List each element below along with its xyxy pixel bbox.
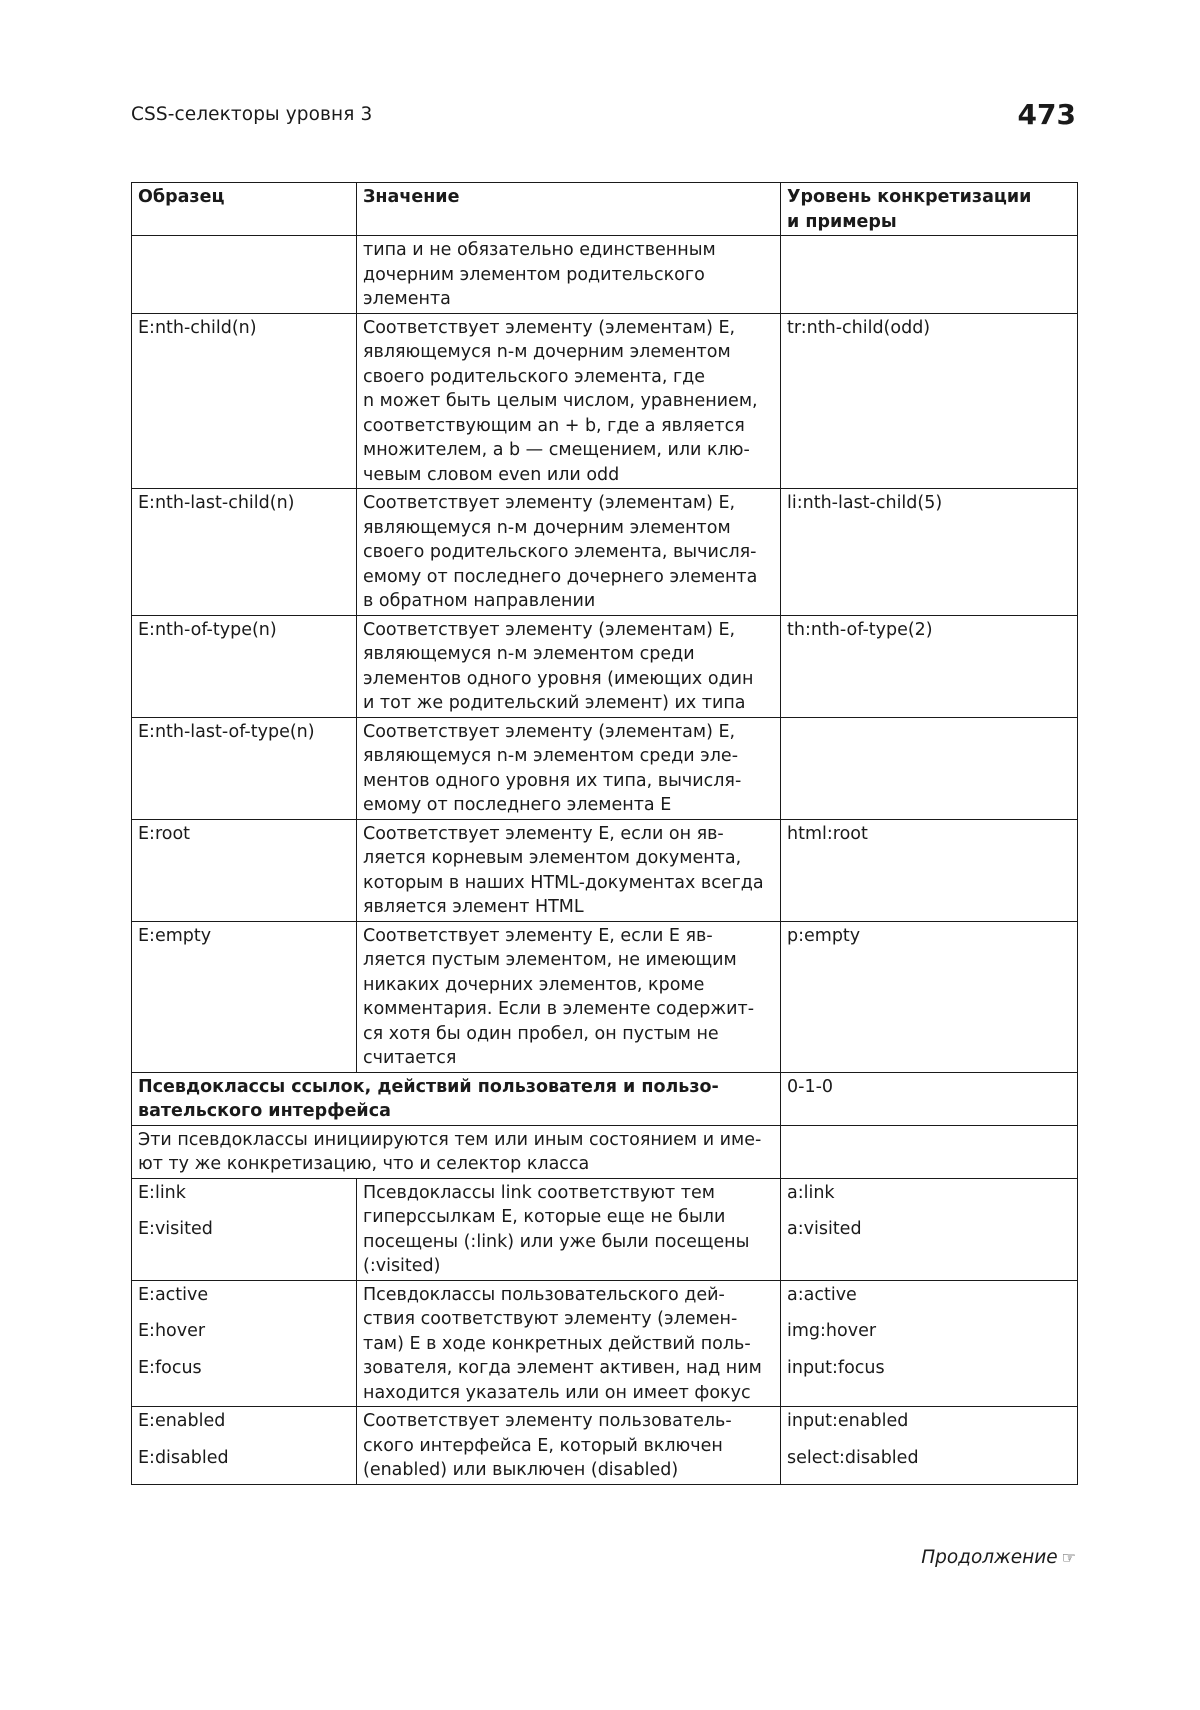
section-title-cell-line: вательского интерфейса [138,1101,391,1121]
examples-cell [781,717,1078,819]
table-row [132,1178,1078,1280]
meaning-cell-line: ляется пустым элементом, не имеющим [363,950,737,970]
meaning-cell-line: ся хотя бы один пробел, он пустым не [363,1023,719,1044]
pattern-cell [132,921,357,1072]
meaning-cell [357,1178,781,1280]
meaning-cell-line: являющемуся n-м элементом среди эле- [363,746,739,766]
meaning-cell-line: Соответствует элементу E, если он яв- [363,823,724,844]
meaning-cell-line: там) E в ходе конкретных действий поль- [363,1333,751,1354]
examples-cell-line: th:nth-of-type(2) [787,619,933,640]
pattern-cell [132,717,357,819]
pattern-cell [132,1280,357,1407]
examples-cell [781,313,1078,489]
meaning-cell [357,236,781,314]
examples-cell-line: tr:nth-child(odd) [787,317,931,338]
examples-cell-line: a:link [787,1182,835,1203]
column-header-examples: Уровень конкретизации и примеры [781,183,1078,236]
meaning-cell-line: являющемуся n-м дочерним элементом [363,517,731,538]
meaning-cell-line: чевым словом even или odd [363,464,620,485]
meaning-cell-line: Соответствует элементу (элементам) E, [363,619,736,640]
pattern-cell-line: E:active [138,1284,209,1305]
meaning-cell-line: Соответствует элементу E, если E яв- [363,925,713,946]
meaning-cell-line: Соответствует элементу (элементам) E, [363,493,736,513]
meaning-cell [357,819,781,921]
selectors-table-container [131,182,1077,1485]
examples-cell-line: a:visited [787,1219,862,1239]
meaning-cell-line: емому от последнего дочернего элемента [363,566,758,587]
meaning-cell-line: своего родительского элемента, вычисля- [363,542,757,562]
page-number: 473 [1017,98,1076,131]
pattern-cell-line: E:focus [138,1357,202,1378]
meaning-cell-line: ствия соответствуют элементу (элемен- [363,1309,738,1329]
examples-cell-line: img:hover [787,1321,877,1341]
examples-cell-line: select:disabled [787,1447,919,1468]
section-title-cell [132,1072,781,1125]
meaning-cell-line: соответствующим an + b, где a является [363,415,745,436]
continued-label: Продолжение [921,1547,1058,1568]
meaning-cell-line: Псевдоклассы пользовательского дей- [363,1284,725,1305]
meaning-cell-line: своего родительского элемента, где [363,366,706,387]
meaning-cell-line: Соответствует элементу пользователь- [363,1411,732,1431]
pattern-cell-line: E:link [138,1182,186,1203]
meaning-cell-line: n может быть целым числом, уравнением, [363,391,758,411]
continued-note [921,1547,1076,1568]
examples-cell [781,921,1078,1072]
meaning-cell-line: Псевдоклассы link соответствуют тем [363,1182,715,1203]
pattern-cell-line: E:root [138,823,191,844]
meaning-cell-line: никаких дочерних элементов, кроме [363,974,705,995]
examples-cell [781,1280,1078,1407]
meaning-cell [357,313,781,489]
examples-cell-line: input:enabled [787,1411,909,1431]
table-header-row [132,183,1078,236]
selectors-table [131,182,1078,1485]
column-header-pattern: Образец [132,183,357,236]
pattern-cell-line: E:empty [138,925,212,946]
table-row [132,236,1078,314]
pattern-cell-line: E:visited [138,1219,213,1239]
meaning-cell [357,489,781,616]
meaning-cell-line: ментов одного уровня их типа, вычисля- [363,770,742,791]
meaning-cell [357,921,781,1072]
examples-cell [781,1178,1078,1280]
table-row [132,921,1078,1072]
meaning-cell [357,615,781,717]
section-note-cell-line: ют ту же конкретизацию, что и селектор класса [138,1154,590,1174]
examples-cell-line: input:focus [787,1357,885,1378]
meaning-cell-line: емому от последнего элемента E [363,795,672,815]
meaning-cell-line: которым в наших HTML-документах всегда [363,872,764,893]
examples-cell-line: a:active [787,1284,857,1305]
section-note-cell-line: Эти псевдоклассы инициируются тем или иным состоянием и име- [138,1129,762,1150]
meaning-cell-line: и тот же родительский элемент) их типа [363,693,746,713]
examples-cell-line: li:nth-last-child(5) [787,493,943,513]
examples-cell [781,615,1078,717]
meaning-cell-line: является элемент HTML [363,897,584,917]
meaning-cell-line: зователя, когда элемент активен, над ним [363,1358,762,1378]
meaning-cell [357,1407,781,1485]
pattern-cell-line: E:nth-last-child(n) [138,493,295,513]
table-row [132,1407,1078,1485]
pattern-cell-line: E:hover [138,1321,206,1341]
meaning-cell-line: комментария. Если в элементе содержит- [363,999,755,1019]
meaning-cell-line: типа и не обязательно единственным [363,240,716,260]
section-note-row [132,1125,1078,1178]
meaning-cell-line: элементов одного уровня (имеющих один [363,668,754,689]
meaning-cell-line: ляется корневым элементом документа, [363,848,742,868]
meaning-cell [357,1280,781,1407]
page-header [131,98,1076,138]
meaning-cell [357,717,781,819]
examples-cell-line: p:empty [787,925,861,946]
pattern-cell-line: E:nth-last-of-type(n) [138,721,315,742]
meaning-cell-line: элемента [363,289,451,309]
meaning-cell-line: множителем, а b — смещением, или клю- [363,440,750,460]
pattern-cell [132,236,357,314]
meaning-cell-line: находится указатель или он имеет фокус [363,1382,751,1403]
pattern-cell [132,615,357,717]
meaning-cell-line: ского интерфейса E, который включен [363,1435,723,1456]
table-row [132,717,1078,819]
examples-cell [781,1407,1078,1485]
meaning-cell-line: посещены (:link) или уже были посещены [363,1231,750,1252]
table-row [132,615,1078,717]
meaning-cell-line: гиперссылкам E, которые еще не были [363,1207,726,1227]
meaning-cell-line: являющемуся n-м дочерним элементом [363,342,731,362]
examples-cell [781,819,1078,921]
meaning-cell-line: в обратном направлении [363,591,596,611]
pattern-cell [132,819,357,921]
section-note-cell [132,1125,781,1178]
table-row [132,1280,1078,1407]
meaning-cell-line: считается [363,1048,457,1068]
pattern-cell-line: E:enabled [138,1411,226,1431]
table-row [132,489,1078,616]
meaning-cell-line: (:visited) [363,1256,441,1276]
table-body [132,236,1078,1485]
meaning-cell-line: Соответствует элементу (элементам) E, [363,317,736,338]
pattern-cell [132,1407,357,1485]
pattern-cell [132,313,357,489]
section-heading-row [132,1072,1078,1125]
pattern-cell-line: E:disabled [138,1447,229,1468]
section-specificity-cell [781,1072,1078,1125]
pattern-cell [132,489,357,616]
table-row [132,313,1078,489]
pointing-hand-icon: ☞ [1061,1548,1076,1567]
running-title: CSS-селекторы уровня 3 [131,104,373,125]
section-title-cell-line: Псевдоклассы ссылок, действий пользователя и пользо- [138,1076,719,1097]
meaning-cell-line: (enabled) или выключен (disabled) [363,1460,679,1480]
section-specificity-cell-line: 0-1-0 [787,1076,834,1097]
examples-cell [781,236,1078,314]
examples-cell-line: html:root [787,823,868,844]
meaning-cell-line: являющемуся n-м элементом среди [363,644,695,664]
meaning-cell-line: Соответствует элементу (элементам) E, [363,721,736,742]
pattern-cell [132,1178,357,1280]
table-row [132,819,1078,921]
column-header-meaning: Значение [357,183,781,236]
examples-cell [781,1125,1078,1178]
meaning-cell-line: дочерним элементом родительского [363,264,705,285]
pattern-cell-line: E:nth-of-type(n) [138,619,277,640]
pattern-cell-line: E:nth-child(n) [138,317,257,338]
examples-cell [781,489,1078,616]
